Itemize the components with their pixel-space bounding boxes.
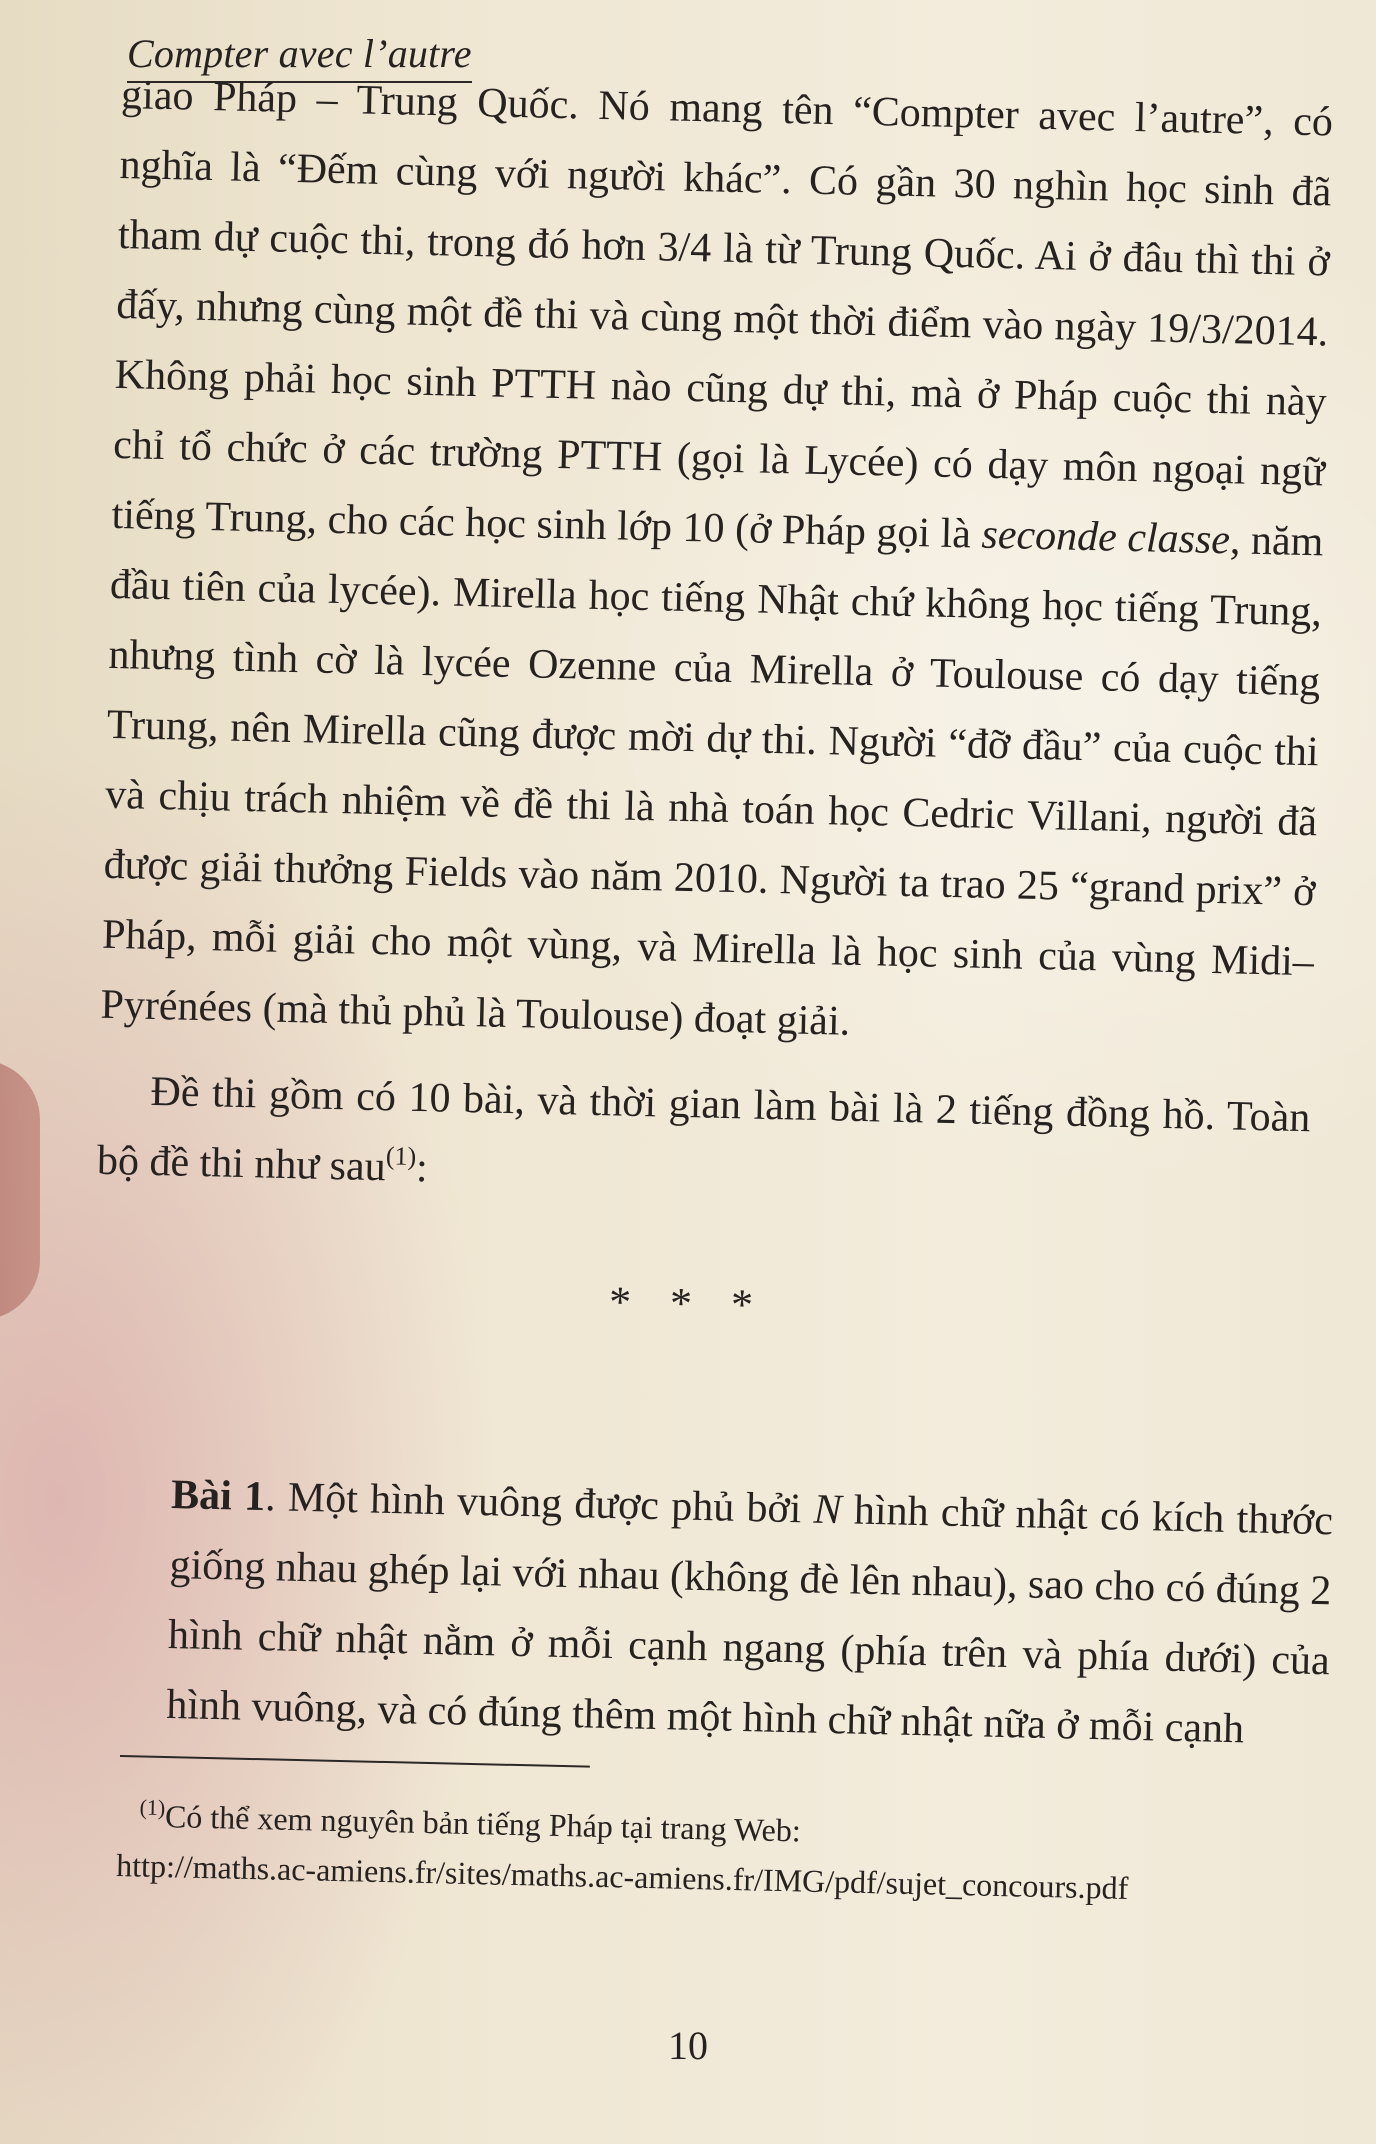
problem-1 [166, 1460, 1334, 1766]
footnote-url: http://maths.ac-amiens.fr/sites/maths.ac-amiens.fr/IMG/pdf/sujet_concours.pdf [115, 1846, 1129, 1906]
problem-label-punct: . [264, 1474, 277, 1521]
paragraph-2-text: Đề thi gồm có 10 bài, và thời gian làm bài là 2 tiếng đồng hồ. Toàn bộ đề thi như sau [96, 1068, 1311, 1191]
paragraph-1 [100, 60, 1334, 1067]
section-separator: * * * [608, 1277, 768, 1330]
italic-term: seconde classe [981, 511, 1231, 564]
footnote-reference: (1) [385, 1141, 417, 1171]
running-head: Compter avec l’autre [127, 30, 472, 83]
paragraph-2-trailing: : [415, 1144, 429, 1192]
main-text [96, 60, 1333, 1223]
problem-label: Bài 1 [170, 1471, 266, 1521]
footnote [116, 1790, 1348, 1918]
paragraph-1-part-2: , năm đầu tiên của lycée). Mirella học tiếng Nhật chứ không học tiếng Trung, nhưng tình cờ là lycée Ozenne của Mirella ở Toulouse có dạy tiếng Trung, nên Mirella cũng được mời dự thi. Người “đỡ đầu” của cuộc thi và chịu trách nhiệm về đề thi là nhà toán học Cedric Villani, người đã được giải thưởng Fields vào năm 2010. Người ta trao 25 “grand prix” ở Pháp, mỗi giải cho một vùng, và Mirella là học sinh của vùng Midi–Pyrénées (mà thủ phủ là Toulouse) đoạt giải. [100, 517, 1324, 1045]
footnote-marker: (1) [139, 1794, 166, 1821]
paragraph-2 [96, 1056, 1311, 1223]
footnote-text: Có thể xem nguyên bản tiếng Pháp tại trang Web: [164, 1798, 802, 1849]
footnote-divider [120, 1755, 590, 1768]
problem-1-text-before: Một hình vuông được phủ bởi [275, 1474, 815, 1533]
variable-n: N [813, 1486, 843, 1534]
problem-1-text [166, 1460, 1334, 1766]
page-number: 10 [668, 2023, 708, 2068]
paragraph-1-part-1: giao Pháp – Trung Quốc. Nó mang tên “Compter avec l’autre”, có nghĩa là “Đếm cùng với người khác”. Có gần 30 nghìn học sinh đã tham dự cuộc thi, trong đó hơn 3/4 là từ Trung Quốc. Ai ở đâu thì thi ở đấy, nhưng cùng một đề thi và cùng một thời điểm vào ngày 19/3/2014. Không phải học sinh PTTH nào cũng dự thi, mà ở Pháp cuộc thi này chỉ tổ chức ở các trường PTTH (gọi là Lycée) có dạy môn ngoại ngữ tiếng Trung, cho các học sinh lớp 10 (ở Pháp gọi là [111, 71, 1334, 558]
problem-1-text-after: hình chữ nhật có kích thước giống nhau ghép lại với nhau (không đè lên nhau), sao cho có đúng 2 hình chữ nhật nằm ở mỗi cạnh ngang (phía trên và phía dưới) của hình vuông, và có đúng thêm một hình chữ nhật nữa ở mỗi cạnh [165, 1487, 1334, 1753]
